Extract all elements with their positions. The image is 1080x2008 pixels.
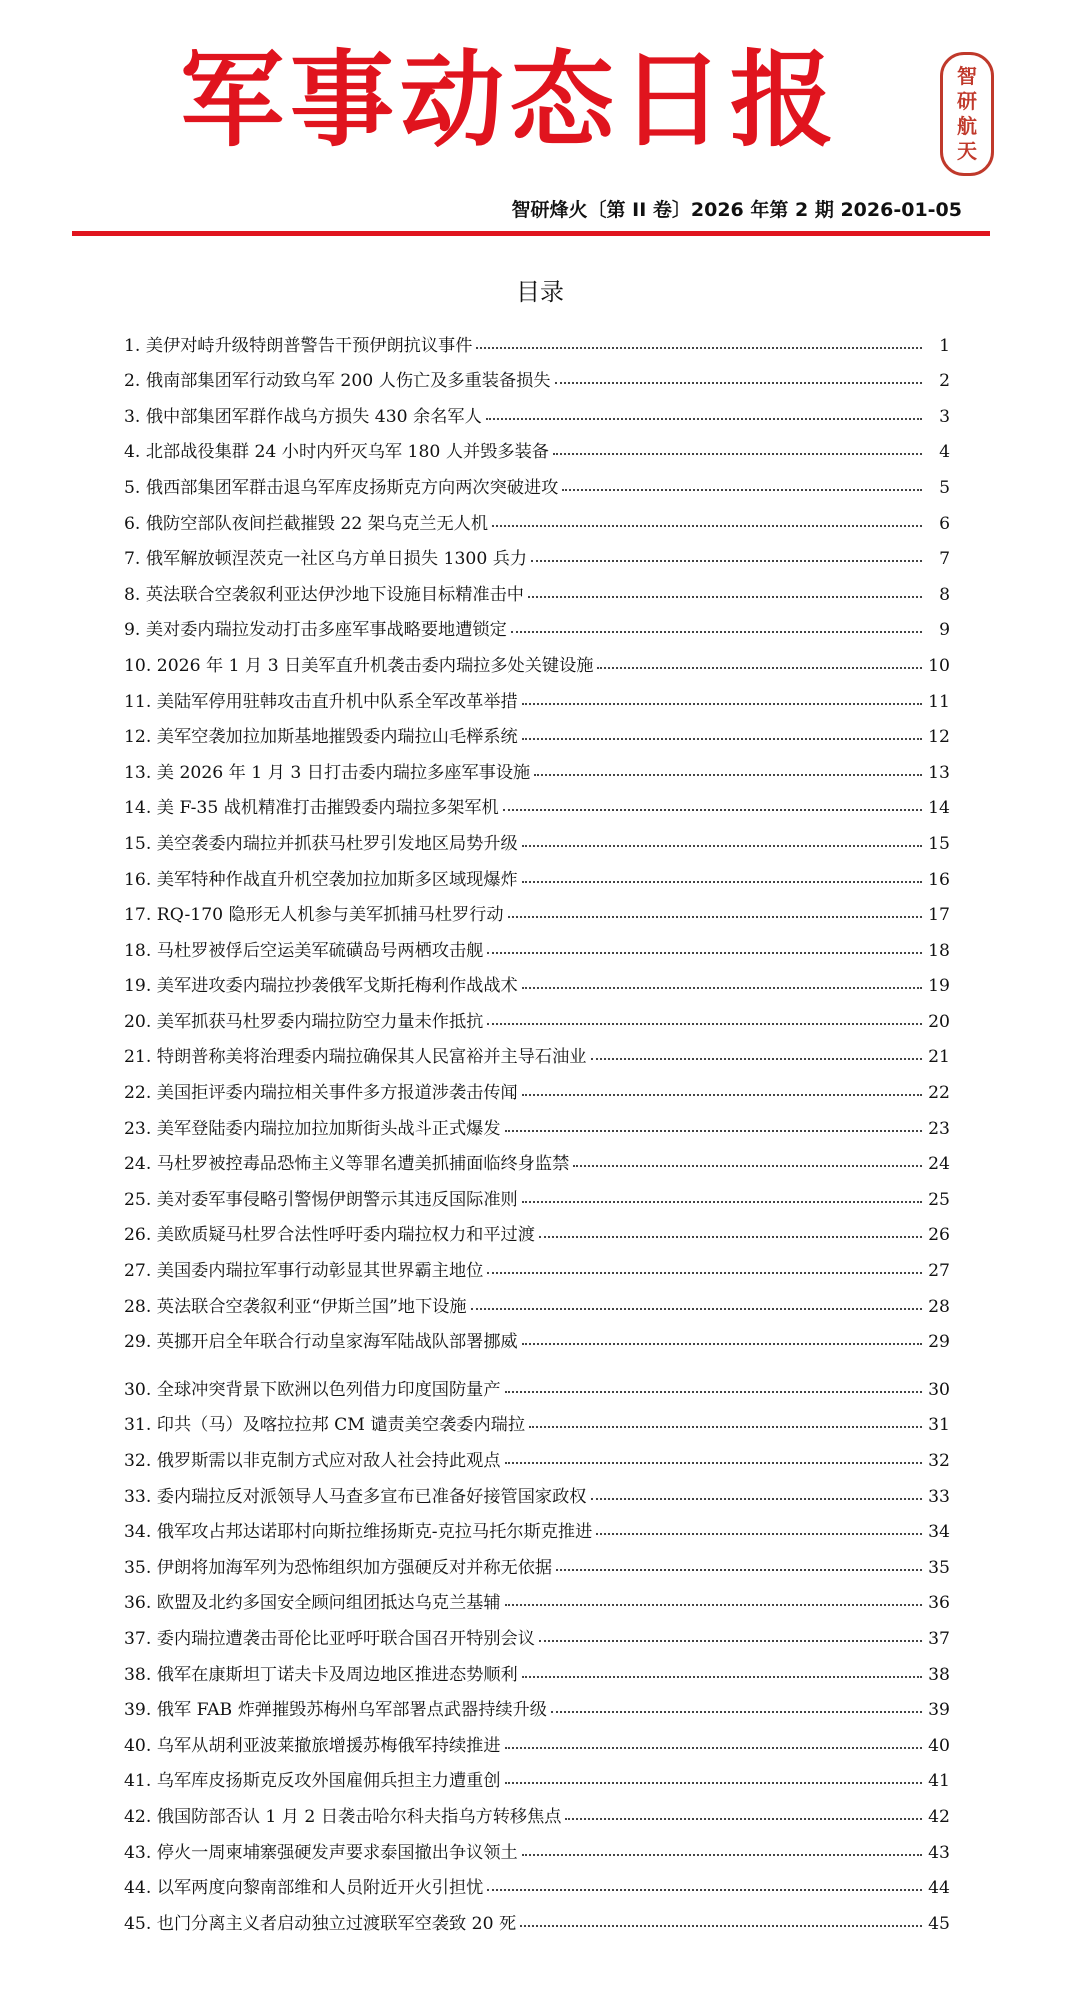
toc-entry-title: 11. 美陆军停用驻韩攻击直升机中队系全军改革举措 [124, 691, 518, 712]
toc-entry-title: 29. 英挪开启全年联合行动皇家海军陆战队部署挪威 [124, 1332, 518, 1353]
toc-entry[interactable] [124, 1685, 950, 1721]
toc-page-number: 37 [928, 1628, 950, 1649]
issue-info: 智研烽火〔第 II 卷〕2026 年第 2 期 2026-01-05 [511, 199, 962, 221]
toc-dot-leader [492, 525, 922, 527]
toc-dot-leader [487, 952, 922, 954]
toc-entry[interactable] [124, 996, 950, 1032]
toc-entry-title: 21. 特朗普称美将治理委内瑞拉确保其人民富裕并主导石油业 [124, 1047, 587, 1068]
toc-dot-leader [596, 1533, 922, 1535]
toc-entry-title: 8. 英法联合空袭叙利亚达伊沙地下设施目标精准击中 [124, 584, 524, 605]
toc-entry-title: 33. 委内瑞拉反对派领导人马查多宣布已准备好接管国家政权 [124, 1486, 587, 1507]
toc-page-number: 19 [928, 976, 950, 997]
toc-entry[interactable] [124, 961, 950, 997]
toc-dot-leader [531, 560, 922, 562]
table-of-contents [124, 320, 950, 1934]
toc-page-number: 38 [928, 1664, 950, 1685]
toc-dot-leader [522, 845, 922, 847]
toc-entry-title: 22. 美国拒评委内瑞拉相关事件多方报道涉袭击传闻 [124, 1083, 518, 1104]
toc-dot-leader [505, 1462, 922, 1464]
toc-dot-leader [556, 1569, 922, 1571]
toc-page-number: 21 [928, 1047, 950, 1068]
toc-entry[interactable] [124, 1649, 950, 1685]
toc-dot-leader [505, 1604, 922, 1606]
toc-page-number: 7 [939, 549, 950, 570]
toc-entry[interactable] [124, 925, 950, 961]
toc-entry[interactable] [124, 427, 950, 463]
toc-entry[interactable] [124, 1471, 950, 1507]
toc-page-number: 4 [939, 442, 950, 463]
toc-entry[interactable] [124, 1317, 950, 1353]
toc-entry[interactable] [124, 747, 950, 783]
toc-page-number: 43 [928, 1842, 950, 1863]
toc-page-number: 24 [928, 1154, 950, 1175]
toc-dot-leader [553, 453, 922, 455]
toc-dot-leader [511, 631, 922, 633]
toc-dot-leader [522, 1854, 922, 1856]
toc-entry[interactable] [124, 320, 950, 356]
toc-dot-leader [487, 1889, 922, 1891]
toc-entry[interactable] [124, 640, 950, 676]
toc-entry-title: 37. 委内瑞拉遭袭击哥伦比亚呼吁联合国召开特别会议 [124, 1628, 535, 1649]
toc-dot-leader [505, 1747, 922, 1749]
toc-page-number: 5 [939, 477, 950, 498]
toc-dot-leader [522, 1676, 922, 1678]
toc-dot-leader [534, 774, 922, 776]
toc-page-number: 26 [928, 1225, 950, 1246]
toc-entry-title: 42. 俄国防部否认 1 月 2 日袭击哈尔科夫指乌方转移焦点 [124, 1806, 562, 1827]
toc-page-number: 11 [928, 691, 950, 712]
toc-entry[interactable] [124, 712, 950, 748]
toc-dot-leader [476, 347, 922, 349]
toc-entry[interactable] [124, 1364, 950, 1400]
toc-entry[interactable] [124, 1067, 950, 1103]
toc-dot-leader [573, 1165, 922, 1167]
toc-entry-title: 44. 以军两度向黎南部维和人员附近开火引担忧 [124, 1878, 484, 1899]
toc-page-number: 35 [928, 1557, 950, 1578]
toc-entry[interactable] [124, 676, 950, 712]
toc-dot-leader [597, 667, 922, 669]
seal-char-1: 智 [957, 64, 977, 88]
toc-entry-title: 34. 俄军攻占邦达诺耶村向斯拉维扬斯克-克拉马托尔斯克推进 [124, 1522, 593, 1543]
toc-entry-title: 43. 停火一周柬埔寨强硬发声要求泰国撤出争议领土 [124, 1842, 518, 1863]
toc-entry-title: 40. 乌军从胡利亚波莱撤旅增援苏梅俄军持续推进 [124, 1735, 501, 1756]
toc-entry-title: 17. RQ-170 隐形无人机参与美军抓捕马杜罗行动 [124, 905, 504, 926]
toc-entry-title: 24. 马杜罗被控毒品恐怖主义等罪名遭美抓捕面临终身监禁 [124, 1154, 570, 1175]
toc-entry[interactable] [124, 1103, 950, 1139]
toc-entry[interactable] [124, 1827, 950, 1863]
toc-page-number: 12 [928, 727, 950, 748]
toc-page-number: 13 [928, 762, 950, 783]
toc-page-number: 30 [928, 1379, 950, 1400]
toc-entry[interactable] [124, 498, 950, 534]
toc-page-number: 20 [928, 1011, 950, 1032]
toc-dot-leader [528, 596, 922, 598]
toc-entry-title: 2. 俄南部集团军行动致乌军 200 人伤亡及多重装备损失 [124, 371, 551, 392]
toc-dot-leader [591, 1498, 923, 1500]
toc-page-number: 22 [928, 1083, 950, 1104]
toc-page-number: 44 [928, 1878, 950, 1899]
toc-entry-title: 12. 美军空袭加拉加斯基地摧毁委内瑞拉山毛榉系统 [124, 727, 518, 748]
toc-page-number: 41 [928, 1771, 950, 1792]
toc-entry-title: 25. 美对委军事侵略引警惕伊朗警示其违反国际准则 [124, 1189, 518, 1210]
toc-dot-leader [520, 1925, 922, 1927]
toc-entry[interactable] [124, 1281, 950, 1317]
toc-page-number: 39 [928, 1700, 950, 1721]
toc-dot-leader [522, 1201, 922, 1203]
toc-entry-title: 10. 2026 年 1 月 3 日美军直升机袭击委内瑞拉多处关键设施 [124, 655, 594, 676]
toc-page-number: 28 [928, 1296, 950, 1317]
seal-char-2: 研 [957, 89, 977, 113]
toc-page-number: 27 [928, 1261, 950, 1282]
toc-entry-title: 19. 美军进攻委内瑞拉抄袭俄军戈斯托梅利作战战术 [124, 976, 518, 997]
toc-page-number: 14 [928, 798, 950, 819]
toc-dot-leader [471, 1308, 922, 1310]
toc-page-number: 40 [928, 1735, 950, 1756]
toc-entry-title: 31. 印共（马）及喀拉拉邦 CM 谴责美空袭委内瑞拉 [124, 1415, 526, 1436]
toc-entry-title: 14. 美 F-35 战机精准打击摧毁委内瑞拉多架军机 [124, 798, 499, 819]
toc-entry-title: 20. 美军抓获马杜罗委内瑞拉防空力量未作抵抗 [124, 1011, 484, 1032]
toc-entry-title: 5. 俄西部集团军群击退乌军库皮扬斯克方向两次突破进攻 [124, 477, 559, 498]
toc-page-number: 16 [928, 869, 950, 890]
toc-entry-title: 32. 俄罗斯需以非克制方式应对敌人社会持此观点 [124, 1451, 501, 1471]
toc-entry-title: 6. 俄防空部队夜间拦截摧毁 22 架乌克兰无人机 [124, 513, 489, 534]
toc-heading: 目录 [516, 278, 564, 306]
header-divider [72, 231, 990, 236]
toc-entry[interactable] [124, 783, 950, 819]
toc-entry[interactable] [124, 1174, 950, 1210]
toc-page-number: 9 [939, 620, 950, 641]
toc-entry[interactable] [124, 1139, 950, 1175]
toc-entry-title: 4. 北部战役集群 24 小时内歼灭乌军 180 人并毁多装备 [124, 442, 549, 463]
toc-page-number: 2 [939, 371, 950, 392]
toc-entry-title: 3. 俄中部集团军群作战乌方损失 430 余名军人 [124, 406, 482, 427]
toc-entry[interactable] [124, 1245, 950, 1281]
toc-entry[interactable] [124, 391, 950, 427]
toc-entry-title: 41. 乌军库皮扬斯克反攻外国雇佣兵担主力遭重创 [124, 1771, 501, 1792]
toc-entry[interactable] [124, 1863, 950, 1899]
toc-dot-leader [565, 1818, 922, 1820]
toc-entry[interactable] [124, 1435, 950, 1471]
toc-dot-leader [522, 738, 922, 740]
toc-page-number: 18 [928, 940, 950, 961]
toc-entry[interactable] [124, 1542, 950, 1578]
toc-page-number: 29 [928, 1332, 950, 1353]
toc-page-number: 25 [928, 1189, 950, 1210]
toc-page-number: 6 [939, 513, 950, 534]
toc-page-number: 32 [928, 1451, 950, 1471]
toc-entry-title: 16. 美军特种作战直升机空袭加拉加斯多区域现爆炸 [124, 869, 518, 890]
toc-entry[interactable] [124, 818, 950, 854]
toc-entry-title: 7. 俄军解放顿涅茨克一社区乌方单日损失 1300 兵力 [124, 549, 528, 570]
toc-entry-title: 38. 俄军在康斯坦丁诺夫卡及周边地区推进态势顺利 [124, 1664, 518, 1685]
toc-dot-leader [503, 809, 922, 811]
toc-entry[interactable] [124, 1720, 950, 1756]
toc-entry-title: 18. 马杜罗被俘后空运美军硫磺岛号两栖攻击舰 [124, 940, 484, 961]
toc-entry[interactable] [124, 1613, 950, 1649]
toc-dot-leader [522, 1343, 922, 1345]
toc-entry[interactable] [124, 605, 950, 641]
toc-dot-leader [487, 1023, 922, 1025]
toc-dot-leader [555, 382, 922, 384]
seal-char-4: 天 [957, 139, 977, 163]
toc-entry[interactable] [124, 1756, 950, 1792]
toc-dot-leader [522, 987, 922, 989]
masthead [0, 40, 1080, 160]
toc-entry-title: 36. 欧盟及北约多国安全顾问组团抵达乌克兰基辅 [124, 1593, 501, 1614]
toc-entry[interactable] [124, 1898, 950, 1934]
toc-page-number: 3 [939, 406, 950, 427]
toc-entry[interactable] [124, 1032, 950, 1068]
toc-entry-title: 9. 美对委内瑞拉发动打击多座军事战略要地遭锁定 [124, 620, 507, 641]
toc-entry[interactable] [124, 462, 950, 498]
toc-entry-title: 39. 俄军 FAB 炸弹摧毁苏梅州乌军部署点武器持续升级 [124, 1700, 547, 1721]
toc-dot-leader [551, 1711, 922, 1713]
toc-dot-leader [508, 916, 922, 918]
toc-dot-leader [505, 1391, 922, 1393]
toc-page-number: 1 [939, 335, 950, 356]
toc-page-number: 17 [928, 905, 950, 926]
toc-entry-title: 45. 也门分离主义者启动独立过渡联军空袭致 20 死 [124, 1913, 517, 1934]
toc-entry[interactable] [124, 854, 950, 890]
toc-entry-title: 23. 美军登陆委内瑞拉加拉加斯街头战斗正式爆发 [124, 1118, 501, 1139]
toc-entry-title: 28. 英法联合空袭叙利亚“伊斯兰国”地下设施 [124, 1296, 467, 1317]
toc-dot-leader [505, 1782, 922, 1784]
toc-entry-title: 13. 美 2026 年 1 月 3 日打击委内瑞拉多座军事设施 [124, 762, 531, 783]
publisher-seal [940, 52, 994, 176]
toc-dot-leader [591, 1058, 923, 1060]
toc-dot-leader [522, 881, 922, 883]
toc-entry-title: 30. 全球冲突背景下欧洲以色列借力印度国防量产 [124, 1379, 501, 1400]
seal-char-3: 航 [957, 114, 977, 138]
toc-dot-leader [539, 1236, 922, 1238]
toc-entry-title: 15. 美空袭委内瑞拉并抓获马杜罗引发地区局势升级 [124, 833, 518, 854]
toc-entry[interactable] [124, 1578, 950, 1614]
toc-dot-leader [486, 418, 922, 420]
toc-entry[interactable] [124, 1400, 950, 1436]
toc-dot-leader [539, 1640, 922, 1642]
toc-page-number: 23 [928, 1118, 950, 1139]
toc-page-number: 42 [928, 1806, 950, 1827]
toc-entry-title: 1. 美伊对峙升级特朗普警告干预伊朗抗议事件 [124, 335, 473, 356]
toc-dot-leader [522, 703, 922, 705]
toc-dot-leader [562, 489, 922, 491]
toc-dot-leader [522, 1094, 922, 1096]
toc-entry[interactable] [124, 1210, 950, 1246]
toc-page-number: 10 [928, 655, 950, 676]
toc-page-number: 31 [928, 1415, 950, 1436]
toc-entry-title: 35. 伊朗将加海军列为恐怖组织加方强硬反对并称无依据 [124, 1557, 553, 1578]
toc-page-number: 8 [939, 584, 950, 605]
toc-page-number: 15 [928, 833, 950, 854]
toc-page-number: 34 [928, 1522, 950, 1543]
toc-entry[interactable] [124, 356, 950, 392]
toc-entry[interactable] [124, 890, 950, 926]
toc-entry-title: 26. 美欧质疑马杜罗合法性呼吁委内瑞拉权力和平过渡 [124, 1225, 535, 1246]
toc-entry[interactable] [124, 1791, 950, 1827]
toc-entry[interactable] [124, 1507, 950, 1543]
toc-entry[interactable] [124, 534, 950, 570]
toc-dot-leader [505, 1130, 922, 1132]
toc-dot-leader [529, 1426, 922, 1428]
toc-page-number: 45 [928, 1913, 950, 1934]
newspaper-title: 军事动态日报 [179, 39, 840, 161]
toc-entry-title: 27. 美国委内瑞拉军事行动彰显其世界霸主地位 [124, 1261, 484, 1282]
toc-page-number: 33 [928, 1486, 950, 1507]
toc-page-number: 36 [928, 1593, 950, 1614]
toc-entry[interactable] [124, 569, 950, 605]
toc-dot-leader [487, 1272, 922, 1274]
